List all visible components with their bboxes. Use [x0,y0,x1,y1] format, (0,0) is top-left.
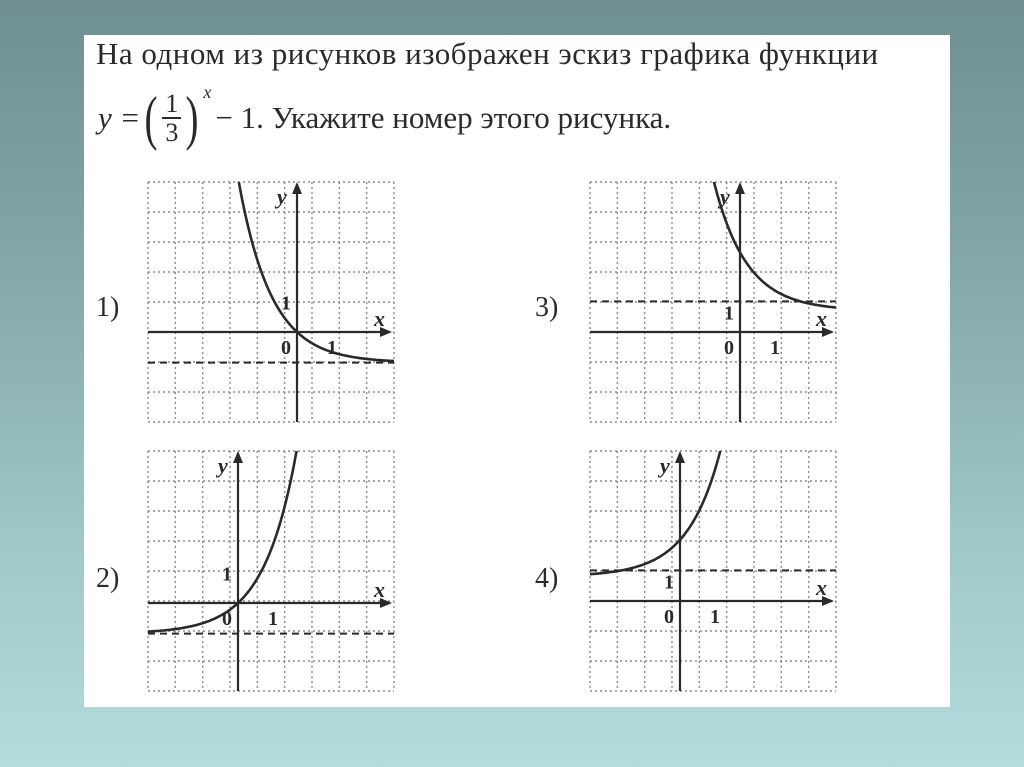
unit-x-label: 1 [327,337,337,359]
figure-4-label: 4) [535,563,559,594]
grid [148,451,394,691]
figure-3-label: 3) [535,292,559,323]
task-question: − 1. Укажите номер этого рисунка. [215,100,672,135]
graph-figure-3 [582,178,844,424]
x-axis-label: x [816,306,827,331]
unit-x-label: 1 [268,608,278,630]
x-axis-label: x [374,306,385,331]
exponent: x [203,82,212,102]
unit-y-label: 1 [222,563,232,586]
y-axis-label: y [720,184,730,209]
graph-figure-1 [140,178,402,424]
origin-label: 0 [281,337,291,359]
y-axis-arrow [292,182,302,194]
y-axis-arrow [675,451,685,463]
unit-x-label: 1 [770,337,780,359]
figure-1-label: 1) [96,292,120,323]
y-axis-arrow [735,182,745,194]
y-axis-label: y [218,453,228,478]
unit-y-label: 1 [664,571,674,594]
x-axis-label: x [374,577,385,602]
left-paren: ( [144,85,158,151]
origin-label: 0 [724,337,734,359]
unit-y-label: 1 [281,292,291,315]
grid [148,182,394,422]
fraction [162,90,181,147]
unit-x-label: 1 [710,606,720,628]
unit-y-label: 1 [724,302,734,325]
graph-figure-2 [140,447,402,693]
figure-2-label: 2) [96,563,120,594]
graph-figure-4 [582,447,844,693]
fraction-denominator: 3 [165,118,179,147]
task-text-line1: На одном из рисунков изображен эскиз графика функции [96,36,879,71]
function-curve [590,178,836,308]
function-curve [148,178,394,361]
task-text-line2 [98,82,672,151]
y-axis-label: y [277,184,287,209]
x-axis-label: x [816,575,827,600]
function-formula [98,82,212,151]
y-axis-label: y [660,453,670,478]
origin-label: 0 [664,606,674,628]
formula-lhs: y = [98,100,141,135]
y-axis-arrow [233,451,243,463]
origin-label: 0 [222,608,232,630]
right-paren: ) [185,85,199,151]
fraction-numerator: 1 [162,90,181,119]
